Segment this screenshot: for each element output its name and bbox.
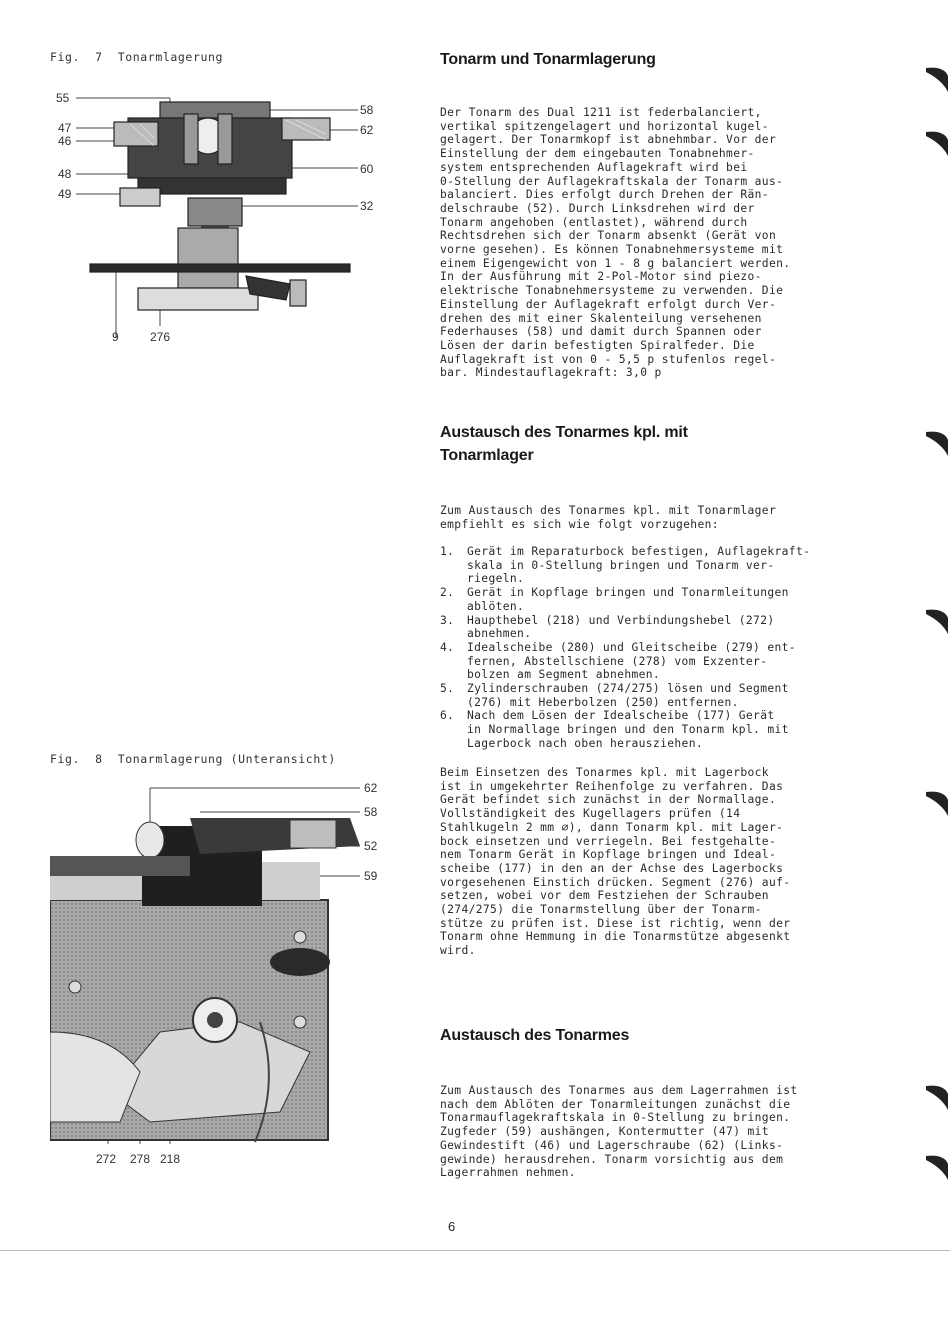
fig7-label-32: 32 [360,199,374,213]
footer-divider [0,1250,950,1251]
fig7-label-48: 48 [58,167,72,181]
section-body-exchange-tonearm: Zum Austausch des Tonarmes aus dem Lagerrahmen ist nach dem Ablöten der Tonarmleitungen zunächst die Tonarmauflagekraftskala in 0-Stellung zu bringen. Zugfeder (59) aushängen, Kontermutter (47) mit Gewindestift (46) und Lagerschraube (62) (Links- gewinde) herausdrehen. Tonarm vorsichtig aus dem Lagerrahmen nehmen. [440,1084,798,1180]
fig7-caption: Fig. 7 Tonarmlagerung [50,50,224,64]
fig7-label-55: 55 [56,91,70,105]
section-body-tonearm: Der Tonarm des Dual 1211 ist federbalanciert, vertikal spitzengelagert und horizontal kugel- gelagert. Der Tonarmkopf ist abnehmbar. Vor der Einstellung der dem eingebauten Tonabnehmer- system entsprechenden Auflagekraft wird bei 0-Stellung der Auflagekraftskala der Tonarm aus- balanciert. Dies erfolgt durch Drehen der Rän- delschraube (52). Durch Linksdrehen wird der Tonarm angehoben (entlastet), während durch Rechtsdrehen sich der Tonarm absenkt (Gerät von vorne gesehen). Es können Tonabnehmersysteme mit einem Eigengewicht von 1 - 8 g balanciert werden. In der Ausführung mit 2-Pol-Motor sind piezo- elektrische Tonabnehmersysteme zu verwenden. Die Einstellung der Auflagekraft erfolgt durch Ver- drehen des mit einer Skalenteilung versehenen Federhauses (58) und damit durch Spannen oder Lösen der darin befestigten Spiralfeder. Die Auflagekraft ist von 0 - 5,5 p stufenlos regel- bar. Mindestauflagekraft: 3,0 p [440,106,791,380]
fig8-label-59: 59 [364,869,378,883]
section-heading-exchange-tonearm: Austausch des Tonarmes [440,1027,630,1044]
fig8-label-278: 278 [130,1152,151,1166]
step-item [440,586,880,613]
fig7-label-46: 46 [58,134,72,148]
fig8-label-62: 62 [364,781,378,795]
step-text: Gerät in Kopflage bringen und Tonarmleitungen ablöten. [467,586,789,613]
binder-hole-mark [920,62,950,98]
fig8-caption: Fig. 8 Tonarmlagerung (Unteransicht) [50,752,336,766]
fig8-tonearm-bearing-bottom-view-photo [50,782,390,1152]
fig8-label-52: 52 [364,839,378,853]
section-intro-exchange-with-bearing: Zum Austausch des Tonarmes kpl. mit Tonarmlager empfiehlt es sich wie folgt vorzugehen: [440,504,777,531]
binder-hole-mark [920,126,950,162]
section-closing-exchange-with-bearing: Beim Einsetzen des Tonarmes kpl. mit Lagerbock ist in umgekehrter Reihenfolge zu verfahren. Das Gerät befindet sich zunächst in der Normallage. Vollständigkeit des Kugellagers prüfen (14 Stahlkugeln 2 mm ∅), dann Tonarm kpl. mit Lager- bock einsetzen und verriegeln. Bei festgehalte- nem Tonarm Gerät in Kopflage bringen und Ideal- scheibe (177) in den an der Achse des Lagerbocks vorgesehenen Einstich drücken. Segment (276) auf- setzen, wobei vor dem Festziehen der Schrauben (274/275) die Tonarmstellung über der Tonarm- stütze zu prüfen ist. Diese ist richtig, wenn der Tonarm ohne Hemmung in die Tonarmstütze abgesenkt wird. [440,766,791,958]
step-text: Gerät im Reparaturbock befestigen, Auflagekraft- skala in 0-Stellung bringen und Tonarm ver- riegeln. [467,545,811,586]
step-number: 4. [440,640,455,654]
binder-hole-mark [920,1080,950,1116]
section-heading-exchange-with-bearing: Austausch des Tonarmes kpl. mit Tonarmlager [440,424,688,464]
fig8-label-218: 218 [160,1152,181,1166]
section-heading-tonearm: Tonarm und Tonarmlagerung [440,51,656,68]
fig7-label-47: 47 [58,121,72,135]
step-number: 1. [440,545,455,558]
step-number: 5. [440,682,455,696]
step-item [440,641,880,682]
fig7-label-58: 58 [360,103,374,117]
binder-hole-mark [920,604,950,640]
step-item [440,682,880,709]
exchange-steps-list [440,545,880,751]
step-text: Zylinderschrauben (274/275) lösen und Segment (276) mit Heberbolzen (250) entfernen. [467,682,789,709]
step-text: Idealscheibe (280) und Gleitscheibe (279) ent- fernen, Abstellschiene (278) vom Exzenter- bolzen am Segment abnehmen. [467,640,796,682]
page-number: 6 [448,1219,456,1234]
step-item [440,545,880,586]
fig7-label-62: 62 [360,123,374,137]
fig7-label-60: 60 [360,162,374,176]
fig8-label-272: 272 [96,1152,117,1166]
step-text: Haupthebel (218) und Verbindungshebel (272) abnehmen. [467,613,775,641]
fig7-label-9: 9 [112,330,119,344]
binder-hole-mark [920,786,950,822]
step-number: 6. [440,709,455,723]
step-number: 2. [440,586,455,600]
step-text: Nach dem Lösen der Idealscheibe (177) Gerät in Normallage bringen und den Tonarm kpl. mit Lagerbock nach oben herausziehen. [467,709,789,750]
fig7-label-276: 276 [150,330,171,344]
fig7-label-49: 49 [58,187,72,201]
step-item [440,709,880,750]
binder-hole-mark [920,1150,950,1186]
step-item [440,614,880,641]
binder-hole-mark [920,426,950,462]
fig8-label-58: 58 [364,805,378,819]
step-number: 3. [440,613,455,627]
fig7-tonearm-bearing-drawing [50,88,390,350]
